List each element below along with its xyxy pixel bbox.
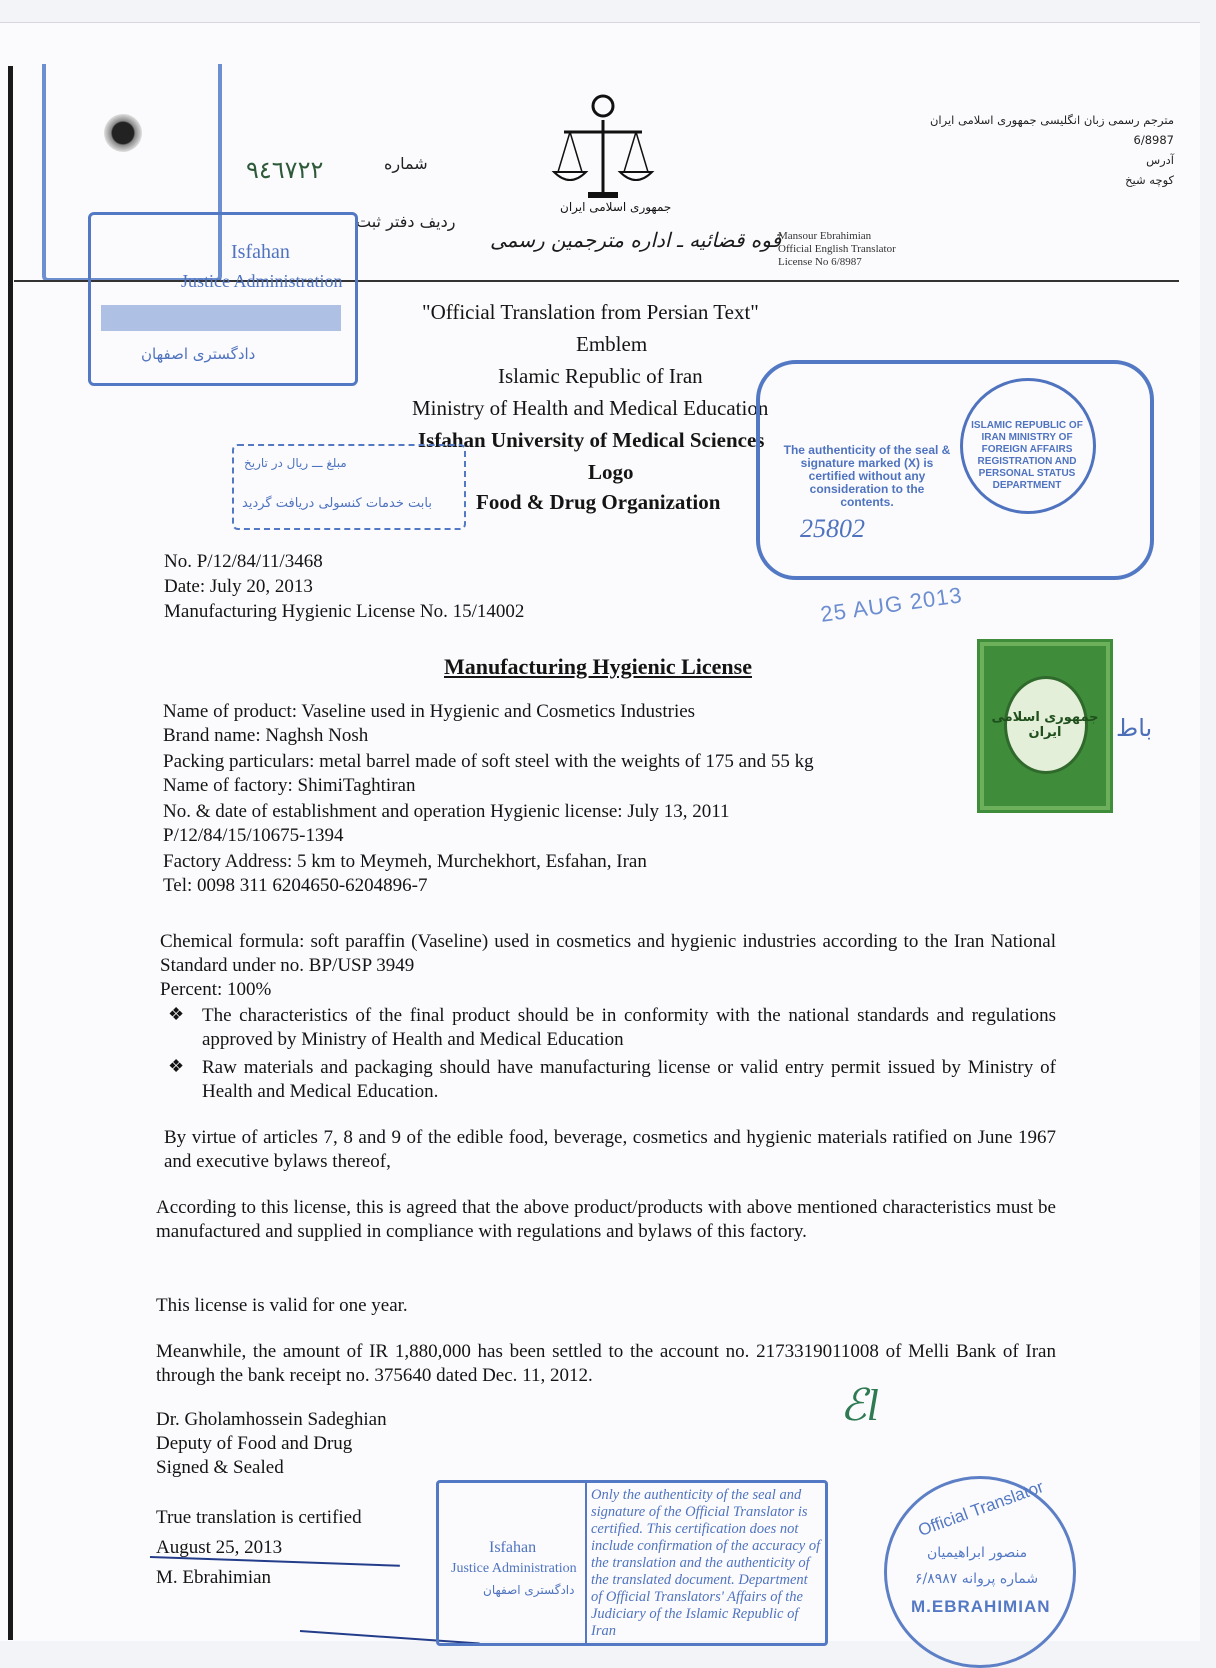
official-translator-seal xyxy=(884,1476,1076,1668)
factory-name: Name of factory: ShimiTaghtiran xyxy=(163,775,416,796)
translator-license: License No 6/8987 xyxy=(778,256,862,268)
bullet-item: Raw materials and packaging should have manufacturing license or valid entry permit issued by Ministry of Health and Medical Education. xyxy=(202,1057,1056,1102)
stamp-signature: 25802 xyxy=(800,514,865,543)
heading-official: "Official Translation from Persian Text" xyxy=(422,300,759,324)
foreign-affairs-stamp xyxy=(756,360,1154,580)
stamp-subtitle: Justice Administration xyxy=(181,271,343,291)
signatory-title: Deputy of Food and Drug xyxy=(156,1433,353,1454)
heading-ministry: Ministry of Health and Medical Education xyxy=(412,396,769,420)
seal-title: Official Translator xyxy=(915,1477,1047,1541)
stamp-note: Only the authenticity of the seal and signature of the Official Translator is certified. This certification does not include confirmation of the accuracy of the translation and the authenticity of the translated document. Department of Official Translators' Affairs of the Judiciary of the Islamic Republic of Iran xyxy=(591,1487,821,1639)
translator-role: Official English Translator xyxy=(778,243,896,255)
fee-line-1: مبلغ ـــ ریال در تاریخ xyxy=(244,456,347,470)
heading-emblem: Emblem xyxy=(576,332,648,356)
heading-university: Isfahan University of Medical Sciences xyxy=(418,428,765,452)
signatory-name: Dr. Gholamhossein Sadeghian xyxy=(156,1409,387,1430)
validity-text: This license is valid for one year. xyxy=(156,1295,408,1316)
establishment-number: P/12/84/15/10675-1394 xyxy=(163,825,344,846)
stamp-fa: دادگستری اصفهان xyxy=(141,345,256,363)
isfahan-justice-stamp xyxy=(88,212,358,386)
seal-license: شماره پروانه ۶/۸۹۸۷ xyxy=(915,1571,1039,1587)
translator-header-fa xyxy=(774,110,1174,190)
chemical-percent: Percent: 100% xyxy=(160,979,272,1000)
factory-tel: Tel: 0098 311 6204650-6204896-7 xyxy=(163,875,428,896)
virtue-paragraph: By virtue of articles 7, 8 and 9 of the edible food, beverage, cosmetics and hygienic materials ratified on June 1967 and executive bylaws thereof, xyxy=(164,1127,1056,1172)
payment-paragraph: Meanwhile, the amount of IR 1,880,000 has been settled to the account no. 2173319011008 of Melli Bank of Iran through the bank receipt no. 375640 dated Dec. 11, 2012. xyxy=(156,1341,1056,1386)
handwritten-signature: ℰl xyxy=(840,1381,879,1430)
certification-date: August 25, 2013 xyxy=(156,1537,283,1558)
registry-label: ردیف دفتر ثبت xyxy=(356,212,456,231)
seal-fa-name: منصور ابراهیمیان xyxy=(927,1545,1028,1561)
consular-fee-stamp xyxy=(232,444,466,530)
heading-republic: Islamic Republic of Iran xyxy=(498,364,703,388)
stamp-city: Isfahan xyxy=(489,1539,537,1556)
punch-hole xyxy=(104,114,142,152)
reference-number: No. P/12/84/11/3468 xyxy=(164,551,323,572)
chemical-formula: Chemical formula: soft paraffin (Vaseline) used in cosmetics and hygienic industries according to the Iran National Standard under no. BP/USP 3949 xyxy=(160,931,1056,976)
republic-label: جمهوری اسلامی ایران xyxy=(560,200,672,214)
scales-of-justice-icon xyxy=(548,92,658,212)
judiciary-label: قوه قضائیه ـ اداره مترجمین رسمی xyxy=(490,228,782,252)
bullet-item: The characteristics of the final product should be in conformity with the national standards and regulations approved by Ministry of Health and Medical Education xyxy=(202,1005,1056,1050)
translator-header-en xyxy=(778,230,896,269)
document-title: Manufacturing Hygienic License xyxy=(444,654,752,679)
seal-name: M.EBRAHIMIAN xyxy=(911,1597,1051,1616)
stamp-fa: دادگستری اصفهان xyxy=(483,1583,575,1597)
stamp-subtitle: Justice Administration xyxy=(451,1561,577,1576)
authenticity-text: The authenticity of the seal & signature marked (X) is certified without any consideration to the contents. xyxy=(783,443,951,509)
serial-label: شماره xyxy=(384,154,428,173)
stamp-city: Isfahan xyxy=(231,241,290,263)
heading-organization: Food & Drug Organization xyxy=(476,490,721,514)
reference-date: Date: July 20, 2013 xyxy=(164,576,313,597)
packing-particulars: Packing particulars: metal barrel made of soft steel with the weights of 175 and 55 kg xyxy=(163,751,814,772)
translator-name: Mansour Ebrahimian xyxy=(778,230,872,242)
bullet-icon: ❖ xyxy=(168,1056,185,1076)
stamp-number-band xyxy=(101,305,341,331)
ministry-seal-text: ISLAMIC REPUBLIC OF IRAN MINISTRY OF FOREIGN AFFAIRS REGISTRATION AND PERSONAL STATUS DEPARTMENT xyxy=(971,420,1083,491)
brand-name: Brand name: Naghsh Nosh xyxy=(163,725,369,746)
stamp-divider xyxy=(585,1483,587,1643)
justice-certification-stamp xyxy=(436,1480,828,1646)
factory-address: Factory Address: 5 km to Meymeh, Murchekhort, Esfahan, Iran xyxy=(163,851,647,872)
scan-edge xyxy=(8,66,13,1640)
product-name: Name of product: Vaseline used in Hygienic and Cosmetics Industries xyxy=(163,701,696,722)
side-handwriting: باط xyxy=(1116,714,1153,742)
revenue-stamp xyxy=(980,642,1110,810)
revenue-stamp-text: جمهوری اسلامی ایران xyxy=(991,710,1099,740)
translator-line: آدرس xyxy=(1146,153,1174,167)
signatory-sealed: Signed & Sealed xyxy=(156,1457,284,1478)
fee-line-2: بابت خدمات کنسولی دریافت گردید xyxy=(242,496,432,511)
translator-line: 6/8987 xyxy=(1133,133,1174,147)
certification-text: True translation is certified xyxy=(156,1507,362,1528)
translator-line: کوچه شیخ xyxy=(1125,173,1174,187)
reference-license: Manufacturing Hygienic License No. 15/14002 xyxy=(164,601,525,622)
date-stamp: 25 AUG 2013 xyxy=(818,582,965,627)
heading-logo: Logo xyxy=(588,460,634,484)
serial-number: ۹٤٦۷۲۲ xyxy=(246,158,324,184)
certification-name: M. Ebrahimian xyxy=(156,1567,272,1588)
establishment-license: No. & date of establishment and operation Hygienic license: July 13, 2011 xyxy=(163,801,730,822)
bullet-icon: ❖ xyxy=(168,1004,185,1024)
according-paragraph: According to this license, this is agreed that the above product/products with above mentioned characteristics must be manufactured and supplied in compliance with regulations and bylaws of this factory. xyxy=(156,1197,1056,1242)
translator-line: مترجم رسمی زبان انگلیسی جمهوری اسلامی ایران xyxy=(929,113,1174,127)
